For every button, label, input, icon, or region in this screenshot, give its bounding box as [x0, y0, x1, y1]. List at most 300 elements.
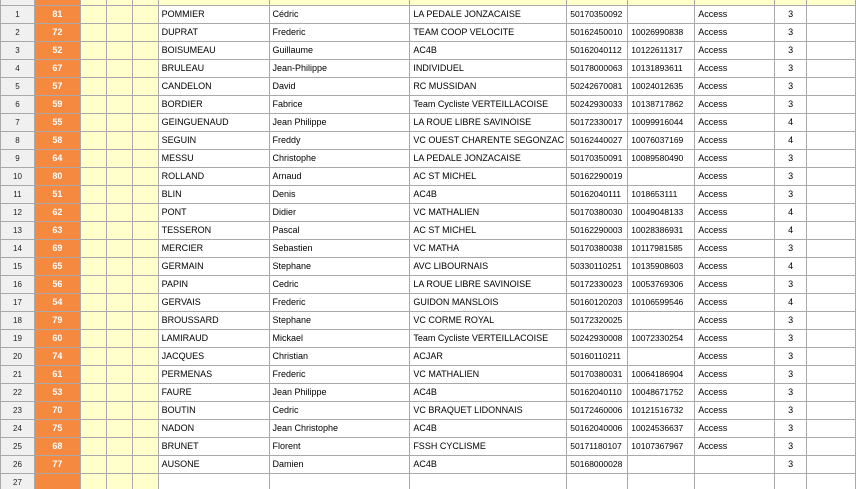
empty-cell[interactable]	[132, 348, 158, 366]
empty-cell[interactable]	[807, 150, 856, 168]
type-cell[interactable]: Access	[695, 384, 775, 402]
category-cell[interactable]: 3	[775, 96, 807, 114]
dossard-cell[interactable]: 68	[34, 438, 80, 456]
category-cell[interactable]: 3	[775, 42, 807, 60]
type-cell[interactable]: Access	[695, 186, 775, 204]
empty-cell[interactable]	[132, 366, 158, 384]
club-cell[interactable]: LA PEDALE JONZACAISE	[410, 6, 567, 24]
empty-cell[interactable]	[807, 438, 856, 456]
prenom-cell[interactable]: Sebastien	[269, 240, 410, 258]
empty-cell[interactable]	[106, 150, 132, 168]
empty-cell[interactable]	[80, 78, 106, 96]
uci-cell[interactable]: 10106599546	[628, 294, 695, 312]
empty-cell[interactable]	[132, 6, 158, 24]
dossard-cell[interactable]: 81	[34, 6, 80, 24]
type-cell[interactable]: Access	[695, 348, 775, 366]
type-cell[interactable]: Access	[695, 96, 775, 114]
dossard-cell[interactable]: 80	[34, 168, 80, 186]
row-number[interactable]: 21	[1, 366, 35, 384]
uci-cell[interactable]: 10076037169	[628, 132, 695, 150]
category-cell[interactable]: 3	[775, 366, 807, 384]
dossard-cell[interactable]: 58	[34, 132, 80, 150]
dossard-cell[interactable]: 52	[34, 42, 80, 60]
type-cell[interactable]: Access	[695, 78, 775, 96]
nom-cell[interactable]: ROLLAND	[158, 168, 269, 186]
nom-cell[interactable]: DUPRAT	[158, 24, 269, 42]
row-number[interactable]: 6	[1, 96, 35, 114]
nom-cell[interactable]: BLIN	[158, 186, 269, 204]
club-cell[interactable]: AC ST MICHEL	[410, 222, 567, 240]
prenom-cell[interactable]: Jean Christophe	[269, 420, 410, 438]
type-cell[interactable]	[695, 456, 775, 474]
category-cell[interactable]: 4	[775, 294, 807, 312]
type-cell[interactable]: Access	[695, 258, 775, 276]
licence-cell[interactable]: 50162040111	[567, 186, 628, 204]
licence-cell[interactable]: 50172330017	[567, 114, 628, 132]
empty-cell[interactable]	[132, 150, 158, 168]
empty-cell[interactable]	[106, 438, 132, 456]
empty-cell[interactable]	[132, 168, 158, 186]
dossard-cell[interactable]: 65	[34, 258, 80, 276]
row-number[interactable]: 5	[1, 78, 35, 96]
category-cell[interactable]: 3	[775, 240, 807, 258]
empty-cell[interactable]	[132, 240, 158, 258]
club-cell[interactable]: VC CORME ROYAL	[410, 312, 567, 330]
empty-cell[interactable]	[807, 366, 856, 384]
empty-cell[interactable]	[807, 6, 856, 24]
row-number[interactable]: 3	[1, 42, 35, 60]
category-cell[interactable]: 3	[775, 420, 807, 438]
nom-cell[interactable]: BROUSSARD	[158, 312, 269, 330]
empty-cell[interactable]	[106, 6, 132, 24]
type-cell[interactable]: Access	[695, 312, 775, 330]
empty-cell[interactable]	[106, 402, 132, 420]
uci-cell[interactable]: 10138717862	[628, 96, 695, 114]
prenom-cell[interactable]: Frederic	[269, 294, 410, 312]
empty-cell[interactable]	[106, 258, 132, 276]
club-cell[interactable]: INDIVIDUEL	[410, 60, 567, 78]
licence-cell[interactable]: 50172330023	[567, 276, 628, 294]
dossard-cell[interactable]	[34, 474, 80, 489]
prenom-cell[interactable]: Cedric	[269, 276, 410, 294]
licence-cell[interactable]: 50170380031	[567, 366, 628, 384]
category-cell[interactable]: 3	[775, 78, 807, 96]
row-number[interactable]: 10	[1, 168, 35, 186]
category-cell[interactable]: 3	[775, 348, 807, 366]
uci-cell[interactable]	[628, 168, 695, 186]
empty-cell[interactable]	[106, 204, 132, 222]
empty-cell[interactable]	[807, 312, 856, 330]
type-cell[interactable]: Access	[695, 114, 775, 132]
empty-cell[interactable]	[106, 420, 132, 438]
nom-cell[interactable]: BOUTIN	[158, 402, 269, 420]
row-number[interactable]: 8	[1, 132, 35, 150]
prenom-cell[interactable]: Guillaume	[269, 42, 410, 60]
nom-cell[interactable]: BORDIER	[158, 96, 269, 114]
empty-cell[interactable]	[807, 294, 856, 312]
dossard-cell[interactable]: 67	[34, 60, 80, 78]
category-cell[interactable]: 3	[775, 186, 807, 204]
licence-cell[interactable]: 50160120203	[567, 294, 628, 312]
empty-cell[interactable]	[106, 384, 132, 402]
type-cell[interactable]: Access	[695, 276, 775, 294]
row-number[interactable]: 14	[1, 240, 35, 258]
empty-cell[interactable]	[132, 114, 158, 132]
licence-cell[interactable]: 50162040006	[567, 420, 628, 438]
empty-cell[interactable]	[80, 312, 106, 330]
licence-cell[interactable]: 50171180107	[567, 438, 628, 456]
empty-cell[interactable]	[807, 24, 856, 42]
row-number[interactable]: 9	[1, 150, 35, 168]
empty-cell[interactable]	[132, 186, 158, 204]
uci-cell[interactable]: 10089580490	[628, 150, 695, 168]
empty-cell[interactable]	[80, 222, 106, 240]
empty-cell[interactable]	[106, 474, 132, 489]
empty-cell[interactable]	[106, 60, 132, 78]
empty-cell[interactable]	[106, 168, 132, 186]
empty-cell[interactable]	[132, 384, 158, 402]
row-number[interactable]: 12	[1, 204, 35, 222]
empty-cell[interactable]	[106, 312, 132, 330]
type-cell[interactable]: Access	[695, 204, 775, 222]
licence-cell[interactable]: 50330110251	[567, 258, 628, 276]
licence-cell[interactable]: 50162440027	[567, 132, 628, 150]
prenom-cell[interactable]: Damien	[269, 456, 410, 474]
dossard-cell[interactable]: 51	[34, 186, 80, 204]
empty-cell[interactable]	[807, 114, 856, 132]
prenom-cell[interactable]: Cédric	[269, 6, 410, 24]
nom-cell[interactable]: PERMENAS	[158, 366, 269, 384]
uci-cell[interactable]: 10072330254	[628, 330, 695, 348]
empty-cell[interactable]	[132, 42, 158, 60]
empty-cell[interactable]	[807, 258, 856, 276]
empty-cell[interactable]	[807, 402, 856, 420]
club-cell[interactable]: LA ROUE LIBRE SAVINOISE	[410, 276, 567, 294]
club-cell[interactable]: AC ST MICHEL	[410, 168, 567, 186]
type-cell[interactable]: Access	[695, 150, 775, 168]
prenom-cell[interactable]: Jean Philippe	[269, 114, 410, 132]
empty-cell[interactable]	[80, 240, 106, 258]
type-cell[interactable]: Access	[695, 438, 775, 456]
empty-cell[interactable]	[80, 6, 106, 24]
empty-cell[interactable]	[132, 24, 158, 42]
uci-cell[interactable]: 10117981585	[628, 240, 695, 258]
licence-cell[interactable]: 50162450010	[567, 24, 628, 42]
nom-cell[interactable]: PAPIN	[158, 276, 269, 294]
row-number[interactable]: 11	[1, 186, 35, 204]
empty-cell[interactable]	[80, 384, 106, 402]
type-cell[interactable]: Access	[695, 42, 775, 60]
nom-cell[interactable]: GEINGUENAUD	[158, 114, 269, 132]
club-cell[interactable]: AC4B	[410, 456, 567, 474]
empty-cell[interactable]	[80, 132, 106, 150]
empty-cell[interactable]	[132, 420, 158, 438]
nom-cell[interactable]: CANDELON	[158, 78, 269, 96]
licence-cell[interactable]: 50162040110	[567, 384, 628, 402]
category-cell[interactable]: 3	[775, 330, 807, 348]
dossard-cell[interactable]: 69	[34, 240, 80, 258]
uci-cell[interactable]: 10026990838	[628, 24, 695, 42]
row-number[interactable]: 18	[1, 312, 35, 330]
empty-cell[interactable]	[807, 60, 856, 78]
dossard-cell[interactable]: 72	[34, 24, 80, 42]
row-number[interactable]: 25	[1, 438, 35, 456]
nom-cell[interactable]: PONT	[158, 204, 269, 222]
empty-cell[interactable]	[80, 474, 106, 489]
empty-cell[interactable]	[80, 402, 106, 420]
empty-cell[interactable]	[80, 456, 106, 474]
empty-cell[interactable]	[80, 168, 106, 186]
club-cell[interactable]: LA PEDALE JONZACAISE	[410, 150, 567, 168]
empty-cell[interactable]	[132, 330, 158, 348]
type-cell[interactable]: Access	[695, 168, 775, 186]
type-cell[interactable]: Access	[695, 132, 775, 150]
empty-cell[interactable]	[106, 276, 132, 294]
category-cell[interactable]: 3	[775, 276, 807, 294]
empty-cell[interactable]	[80, 276, 106, 294]
uci-cell[interactable]: 10064186904	[628, 366, 695, 384]
category-cell[interactable]: 4	[775, 204, 807, 222]
dossard-cell[interactable]: 61	[34, 366, 80, 384]
empty-cell[interactable]	[80, 60, 106, 78]
club-cell[interactable]: VC BRAQUET LIDONNAIS	[410, 402, 567, 420]
empty-cell[interactable]	[106, 222, 132, 240]
licence-cell[interactable]	[567, 474, 628, 489]
nom-cell[interactable]: JACQUES	[158, 348, 269, 366]
empty-cell[interactable]	[807, 330, 856, 348]
empty-cell[interactable]	[80, 150, 106, 168]
prenom-cell[interactable]: Denis	[269, 186, 410, 204]
empty-cell[interactable]	[807, 168, 856, 186]
uci-cell[interactable]: 10048671752	[628, 384, 695, 402]
empty-cell[interactable]	[132, 132, 158, 150]
dossard-cell[interactable]: 64	[34, 150, 80, 168]
nom-cell[interactable]: POMMIER	[158, 6, 269, 24]
category-cell[interactable]: 3	[775, 168, 807, 186]
empty-cell[interactable]	[132, 78, 158, 96]
club-cell[interactable]: RC MUSSIDAN	[410, 78, 567, 96]
prenom-cell[interactable]: Jean Philippe	[269, 384, 410, 402]
empty-cell[interactable]	[106, 330, 132, 348]
empty-cell[interactable]	[807, 42, 856, 60]
row-number[interactable]: 26	[1, 456, 35, 474]
club-cell[interactable]: GUIDON MANSLOIS	[410, 294, 567, 312]
uci-cell[interactable]: 10028386931	[628, 222, 695, 240]
row-number[interactable]: 19	[1, 330, 35, 348]
row-number[interactable]: 16	[1, 276, 35, 294]
empty-cell[interactable]	[807, 420, 856, 438]
prenom-cell[interactable]: Arnaud	[269, 168, 410, 186]
uci-cell[interactable]: 10024012635	[628, 78, 695, 96]
prenom-cell[interactable]: Freddy	[269, 132, 410, 150]
dossard-cell[interactable]: 74	[34, 348, 80, 366]
prenom-cell[interactable]: Christian	[269, 348, 410, 366]
uci-cell[interactable]: 10107367967	[628, 438, 695, 456]
row-number[interactable]: 15	[1, 258, 35, 276]
uci-cell[interactable]	[628, 474, 695, 489]
uci-cell[interactable]: 10121516732	[628, 402, 695, 420]
nom-cell[interactable]: LAMIRAUD	[158, 330, 269, 348]
empty-cell[interactable]	[106, 366, 132, 384]
empty-cell[interactable]	[80, 186, 106, 204]
empty-cell[interactable]	[132, 258, 158, 276]
empty-cell[interactable]	[80, 204, 106, 222]
row-number[interactable]: 4	[1, 60, 35, 78]
prenom-cell[interactable]: Mickael	[269, 330, 410, 348]
empty-cell[interactable]	[132, 60, 158, 78]
club-cell[interactable]	[410, 474, 567, 489]
licence-cell[interactable]: 50162290003	[567, 222, 628, 240]
nom-cell[interactable]	[158, 474, 269, 489]
empty-cell[interactable]	[807, 186, 856, 204]
dossard-cell[interactable]: 77	[34, 456, 80, 474]
dossard-cell[interactable]: 53	[34, 384, 80, 402]
licence-cell[interactable]: 50242930008	[567, 330, 628, 348]
empty-cell[interactable]	[80, 366, 106, 384]
dossard-cell[interactable]: 75	[34, 420, 80, 438]
nom-cell[interactable]: FAURE	[158, 384, 269, 402]
empty-cell[interactable]	[106, 294, 132, 312]
empty-cell[interactable]	[132, 474, 158, 489]
dossard-cell[interactable]: 63	[34, 222, 80, 240]
licence-cell[interactable]: 50172460006	[567, 402, 628, 420]
empty-cell[interactable]	[80, 348, 106, 366]
category-cell[interactable]: 3	[775, 438, 807, 456]
licence-cell[interactable]: 50170380030	[567, 204, 628, 222]
club-cell[interactable]: LA ROUE LIBRE SAVINOISE	[410, 114, 567, 132]
empty-cell[interactable]	[132, 438, 158, 456]
club-cell[interactable]: FSSH CYCLISME	[410, 438, 567, 456]
empty-cell[interactable]	[132, 456, 158, 474]
row-number[interactable]: 23	[1, 402, 35, 420]
nom-cell[interactable]: AUSONE	[158, 456, 269, 474]
empty-cell[interactable]	[80, 42, 106, 60]
nom-cell[interactable]: GERMAIN	[158, 258, 269, 276]
uci-cell[interactable]	[628, 456, 695, 474]
category-cell[interactable]: 4	[775, 132, 807, 150]
empty-cell[interactable]	[106, 240, 132, 258]
type-cell[interactable]: Access	[695, 240, 775, 258]
prenom-cell[interactable]: Jean-Philippe	[269, 60, 410, 78]
empty-cell[interactable]	[807, 456, 856, 474]
category-cell[interactable]: 3	[775, 24, 807, 42]
empty-cell[interactable]	[807, 384, 856, 402]
prenom-cell[interactable]: David	[269, 78, 410, 96]
empty-cell[interactable]	[807, 474, 856, 489]
club-cell[interactable]: AC4B	[410, 186, 567, 204]
empty-cell[interactable]	[80, 258, 106, 276]
empty-cell[interactable]	[106, 114, 132, 132]
type-cell[interactable]: Access	[695, 294, 775, 312]
type-cell[interactable]: Access	[695, 24, 775, 42]
row-number[interactable]: 27	[1, 474, 35, 489]
uci-cell[interactable]: 10053769306	[628, 276, 695, 294]
row-number[interactable]: 17	[1, 294, 35, 312]
type-cell[interactable]: Access	[695, 402, 775, 420]
empty-cell[interactable]	[807, 276, 856, 294]
empty-cell[interactable]	[106, 186, 132, 204]
dossard-cell[interactable]: 56	[34, 276, 80, 294]
licence-cell[interactable]: 50162290019	[567, 168, 628, 186]
prenom-cell[interactable]	[269, 474, 410, 489]
category-cell[interactable]: 3	[775, 384, 807, 402]
empty-cell[interactable]	[80, 294, 106, 312]
licence-cell[interactable]: 50242930033	[567, 96, 628, 114]
prenom-cell[interactable]: Pascal	[269, 222, 410, 240]
club-cell[interactable]: Team Cycliste VERTEILLACOISE	[410, 330, 567, 348]
prenom-cell[interactable]: Stephane	[269, 312, 410, 330]
club-cell[interactable]: AVC LIBOURNAIS	[410, 258, 567, 276]
club-cell[interactable]: VC MATHA	[410, 240, 567, 258]
row-number[interactable]: 20	[1, 348, 35, 366]
empty-cell[interactable]	[80, 330, 106, 348]
uci-cell[interactable]: 10049048133	[628, 204, 695, 222]
type-cell[interactable]: Access	[695, 366, 775, 384]
dossard-cell[interactable]: 55	[34, 114, 80, 132]
licence-cell[interactable]: 50170380038	[567, 240, 628, 258]
type-cell[interactable]: Access	[695, 330, 775, 348]
club-cell[interactable]: AC4B	[410, 384, 567, 402]
dossard-cell[interactable]: 54	[34, 294, 80, 312]
type-cell[interactable]	[695, 474, 775, 489]
licence-cell[interactable]: 50170350091	[567, 150, 628, 168]
club-cell[interactable]: VC MATHALIEN	[410, 204, 567, 222]
category-cell[interactable]: 3	[775, 6, 807, 24]
row-number[interactable]: 2	[1, 24, 35, 42]
nom-cell[interactable]: BRULEAU	[158, 60, 269, 78]
licence-cell[interactable]: 50168000028	[567, 456, 628, 474]
type-cell[interactable]: Access	[695, 222, 775, 240]
empty-cell[interactable]	[106, 42, 132, 60]
empty-cell[interactable]	[106, 348, 132, 366]
dossard-cell[interactable]: 62	[34, 204, 80, 222]
empty-cell[interactable]	[807, 348, 856, 366]
club-cell[interactable]: AC4B	[410, 42, 567, 60]
uci-cell[interactable]: 10135908603	[628, 258, 695, 276]
club-cell[interactable]: TEAM COOP VELOCITE	[410, 24, 567, 42]
dossard-cell[interactable]: 60	[34, 330, 80, 348]
uci-cell[interactable]: 1018653111	[628, 186, 695, 204]
prenom-cell[interactable]: Didier	[269, 204, 410, 222]
club-cell[interactable]: VC MATHALIEN	[410, 366, 567, 384]
row-number[interactable]: 24	[1, 420, 35, 438]
empty-cell[interactable]	[106, 132, 132, 150]
row-number[interactable]: 22	[1, 384, 35, 402]
category-cell[interactable]	[775, 474, 807, 489]
uci-cell[interactable]: 10122611317	[628, 42, 695, 60]
empty-cell[interactable]	[106, 24, 132, 42]
uci-cell[interactable]: 10024536637	[628, 420, 695, 438]
licence-cell[interactable]: 50172320025	[567, 312, 628, 330]
category-cell[interactable]: 3	[775, 402, 807, 420]
nom-cell[interactable]: NADON	[158, 420, 269, 438]
empty-cell[interactable]	[80, 96, 106, 114]
category-cell[interactable]: 3	[775, 312, 807, 330]
empty-cell[interactable]	[807, 222, 856, 240]
prenom-cell[interactable]: Cedric	[269, 402, 410, 420]
category-cell[interactable]: 3	[775, 60, 807, 78]
empty-cell[interactable]	[106, 96, 132, 114]
empty-cell[interactable]	[132, 402, 158, 420]
uci-cell[interactable]: 10099916044	[628, 114, 695, 132]
licence-cell[interactable]: 50160110211	[567, 348, 628, 366]
nom-cell[interactable]: SEGUIN	[158, 132, 269, 150]
category-cell[interactable]: 4	[775, 258, 807, 276]
empty-cell[interactable]	[80, 24, 106, 42]
prenom-cell[interactable]: Florent	[269, 438, 410, 456]
empty-cell[interactable]	[807, 204, 856, 222]
dossard-cell[interactable]: 70	[34, 402, 80, 420]
